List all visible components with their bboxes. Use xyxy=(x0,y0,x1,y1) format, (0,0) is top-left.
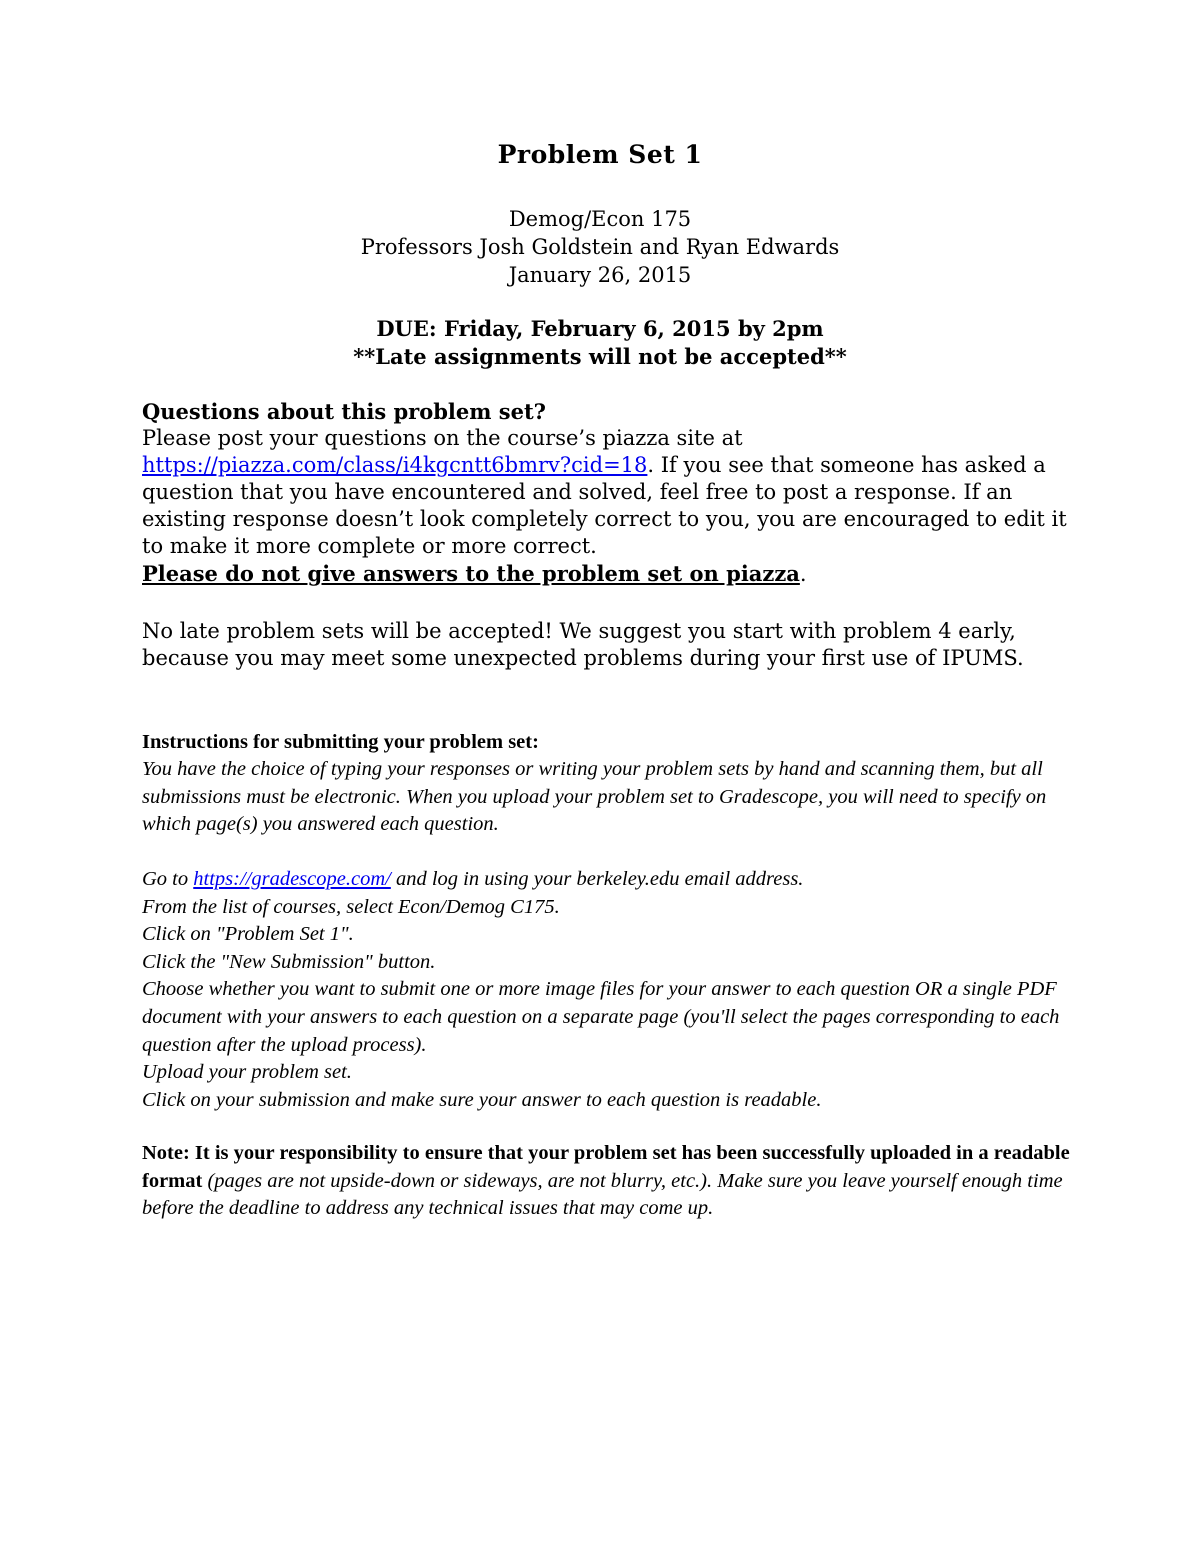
course-header xyxy=(0,205,1200,289)
questions-text-before-link: Please post your questions on the course’s piazza site at xyxy=(142,426,743,450)
instructions-intro: You have the choice of typing your responses or writing your problem sets by hand and scanning them, but all submissions must be electronic. When you upload your problem set to Gradescope, you will need to specify on which page(s) you answered each question. xyxy=(142,758,1047,836)
step-item: Click on "Problem Set 1". xyxy=(142,923,354,946)
note-bold-text: Note: It is your responsibility to ensure that your problem set has been successfully uploaded in a readable format xyxy=(142,1142,1070,1192)
questions-paragraph xyxy=(142,425,1072,560)
step-item: Click on your submission and make sure your answer to each question is readable. xyxy=(142,1088,822,1111)
step-item: Upload your problem set. xyxy=(142,1061,352,1084)
questions-text-after-link: . If you see that someone has asked a question that you have encountered and solved, feel free to post a response. If an existing response doesn’t look completely correct to you, you are encouraged to edit it to make it more complete or more correct. xyxy=(142,453,1067,558)
piazza-warning: Please do not give answers to the problem set on piazza xyxy=(142,561,800,586)
piazza-warning-paragraph xyxy=(142,560,1072,588)
step-item: Click the "New Submission" button. xyxy=(142,950,436,973)
step-item: From the list of courses, select Econ/Demog C175. xyxy=(142,895,560,918)
step-item: Choose whether you want to submit one or more image files for your answer to each question OR a single PDF document with your answers to each question on a separate page (you'll select the pages corresponding to each question after the upload process). xyxy=(142,978,1060,1056)
professors-line: Professors Josh Goldstein and Ryan Edwards xyxy=(360,235,840,259)
questions-heading: Questions about this problem set? xyxy=(142,399,546,424)
late-warning-line: **Late assignments will not be accepted** xyxy=(353,344,847,369)
responsibility-note xyxy=(142,1140,1082,1223)
due-date-line: DUE: Friday, February 6, 2015 by 2pm xyxy=(376,316,824,341)
instructions-heading: Instructions for submitting your problem set: xyxy=(142,731,539,753)
step-item xyxy=(142,866,1082,894)
course-name: Demog/Econ 175 xyxy=(508,207,692,231)
page-title: Problem Set 1 xyxy=(497,140,703,169)
step1-after: and log in using your berkeley.edu email address. xyxy=(390,868,804,890)
step1-before: Go to xyxy=(142,868,194,890)
gradescope-link[interactable]: https://gradescope.com/ xyxy=(193,868,391,890)
piazza-link[interactable]: https://piazza.com/class/i4kgcntt6bmrv?cid=18 xyxy=(142,453,648,477)
submission-steps xyxy=(142,866,1082,1114)
due-notice xyxy=(0,315,1200,371)
note-italic-text: (pages are not upside-down or sideways, are not blurry, etc.). Make sure you leave yourself enough time before the deadline to address any technical issues that may come up. xyxy=(142,1169,1063,1220)
questions-section xyxy=(142,398,1072,588)
piazza-warning-end: . xyxy=(799,562,807,586)
late-policy-paragraph: No late problem sets will be accepted! We suggest you start with problem 4 early, because you may meet some unexpected problems during your first use of IPUMS. xyxy=(142,619,1024,670)
issue-date: January 26, 2015 xyxy=(508,263,692,287)
